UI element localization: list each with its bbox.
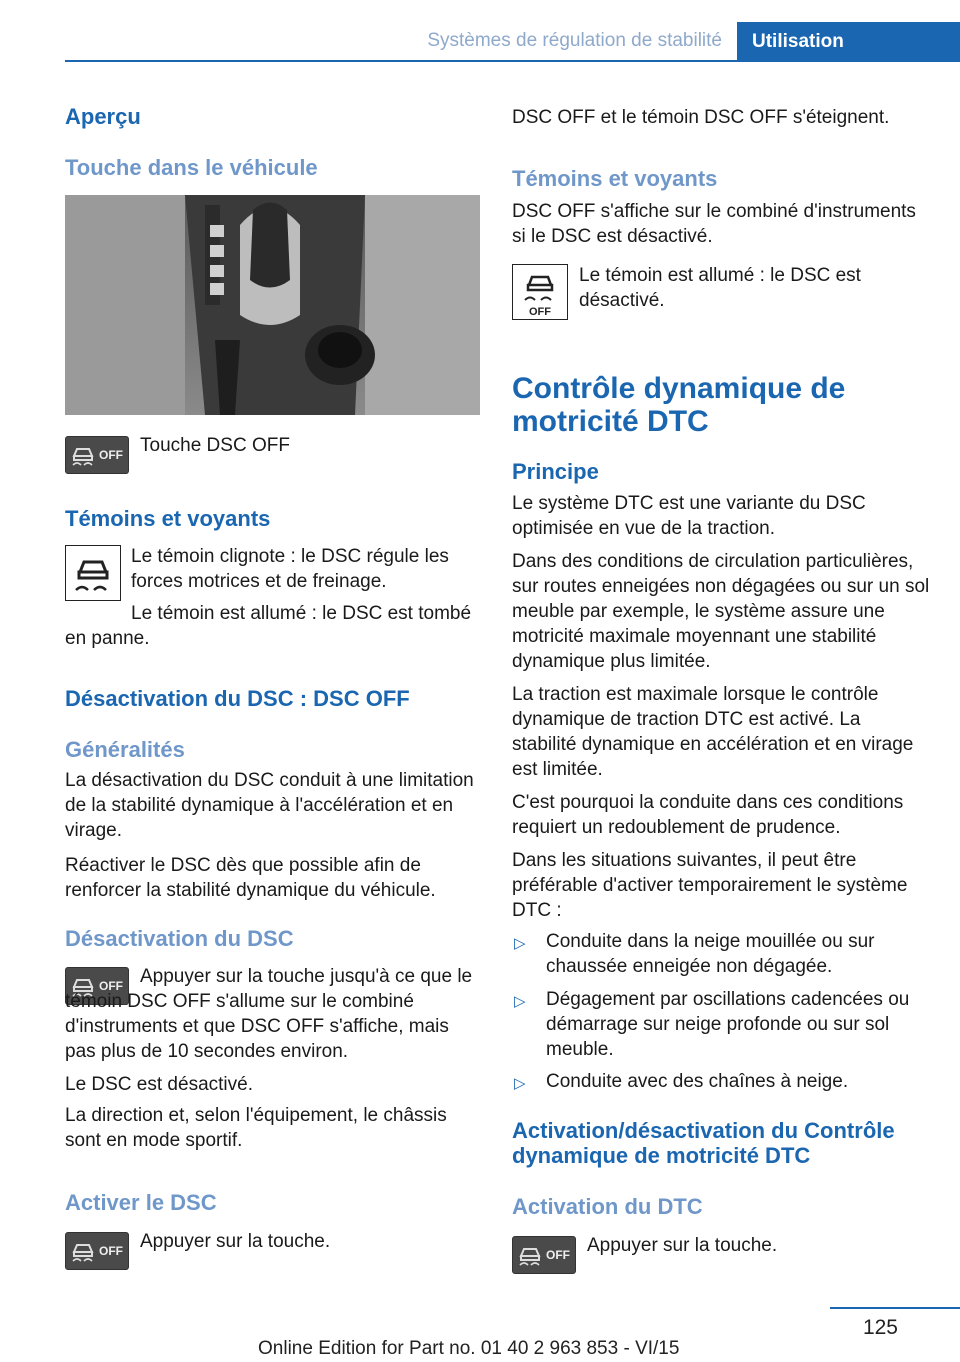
desact-p1: Appuyer sur la touche jusqu'à ce que le témoin DSC OFF s'allume sur le combiné d'instruments et que DSC OFF s'affiche, mais pas plus de 10 secondes environ. — [65, 966, 473, 1062]
page-number: 125 — [862, 1316, 898, 1339]
heading-dtc: Contrôle dynamique de motricité DTC — [512, 372, 846, 438]
off-label: OFF — [99, 1244, 123, 1258]
right-top-line: DSC OFF et le témoin DSC OFF s'éteignent. — [512, 107, 890, 128]
bullet-triangle-icon: ▷ — [514, 993, 526, 1010]
bullet-item-2: Dégagement par oscillations cadencées ou démarrage sur neige profonde ou sur sol meuble. — [546, 989, 910, 1060]
activation-p1: Appuyer sur la touche. — [587, 1235, 778, 1256]
header-section-title: Systèmes de régulation de stabilité — [427, 30, 722, 51]
temoins-right-p1: DSC OFF s'affiche sur le combiné d'instruments si le DSC est désactivé. — [512, 201, 916, 247]
heading-apercu: Aperçu — [65, 104, 141, 129]
header-divider — [65, 60, 960, 62]
dsc-warning-icon — [65, 545, 121, 601]
principe-p5: Dans les situations suivantes, il peut être préférable d'activer temporairement le système DTC : — [512, 850, 908, 921]
activer-p1: Appuyer sur la touche. — [140, 1231, 331, 1252]
temoin-allume-right: Le témoin est allumé : le DSC est désactivé. — [579, 265, 861, 311]
heading-desact-dsc: Désactivation du DSC — [65, 926, 294, 951]
dsc-off-button-icon — [65, 436, 129, 474]
generalites-p2: Réactiver le DSC dès que possible afin de renforcer la stabilité dynamique du véhicule. — [65, 855, 436, 901]
heading-activation-dtc: Activation/désactivation du Contrôle dynamique de motricité DTC — [512, 1118, 895, 1168]
dsc-off-button-icon — [65, 1232, 129, 1270]
footer-divider — [830, 1307, 960, 1309]
bullet-item-3: Conduite avec des chaînes à neige. — [546, 1071, 849, 1092]
principe-p2: Dans des conditions de circulation particulières, sur routes enneigées non dégagées ou sur un sol meuble par exemple, le système assure une motricité maximale moyennant une stabilité dynamique plus limitée. — [512, 551, 930, 672]
principe-p3: La traction est maximale lorsque le contrôle dynamique de traction DTC est activé. La stabilité dynamique en accélération et en virage est limitée. — [512, 684, 914, 780]
header-tab: Utilisation — [737, 22, 960, 62]
heading-temoins-right: Témoins et voyants — [512, 166, 718, 191]
temoin-allume-text: Le témoin est allumé : le DSC est tombé en panne. — [65, 603, 472, 649]
bullet-triangle-icon: ▷ — [514, 1075, 526, 1092]
heading-activation-du-dtc: Activation du DTC — [512, 1194, 703, 1219]
footer-edition: Online Edition for Part no. 01 40 2 963 853 - VI/15 — [258, 1338, 680, 1359]
off-indicator-label: OFF — [529, 306, 551, 318]
desact-p2: Le DSC est désactivé. — [65, 1074, 253, 1095]
desact-p3: La direction et, selon l'équipement, le châssis sont en mode sportif. — [65, 1105, 447, 1151]
off-label: OFF — [99, 448, 123, 462]
generalites-p1: La désactivation du DSC conduit à une limitation de la stabilité dynamique à l'accélération et en virage. — [65, 770, 474, 841]
temoin-clignote-text: Le témoin clignote : le DSC régule les forces motrices et de freinage. — [131, 546, 449, 592]
bullet-triangle-icon: ▷ — [514, 935, 526, 952]
heading-desactivation: Désactivation du DSC : DSC OFF — [65, 686, 410, 711]
principe-p1: Le système DTC est une variante du DSC optimisée en vue de la traction. — [512, 493, 866, 539]
heading-touche-vehicule: Touche dans le véhicule — [65, 155, 318, 180]
touche-dsc-off-label: Touche DSC OFF — [140, 435, 290, 456]
off-label: OFF — [546, 1248, 570, 1262]
dsc-off-indicator-icon — [512, 264, 568, 320]
heading-activer-dsc: Activer le DSC — [65, 1190, 217, 1215]
heading-temoins: Témoins et voyants — [65, 506, 271, 531]
heading-principe: Principe — [512, 459, 599, 484]
dtc-off-button-icon — [512, 1236, 576, 1274]
heading-generalites: Généralités — [65, 737, 185, 762]
principe-p4: C'est pourquoi la conduite dans ces conditions requiert un redoublement de prudence. — [512, 792, 904, 838]
bullet-item-1: Conduite dans la neige mouillée ou sur chaussée enneigée non dégagée. — [546, 931, 875, 977]
off-label: OFF — [99, 979, 123, 993]
vehicle-console-photo — [65, 195, 480, 415]
